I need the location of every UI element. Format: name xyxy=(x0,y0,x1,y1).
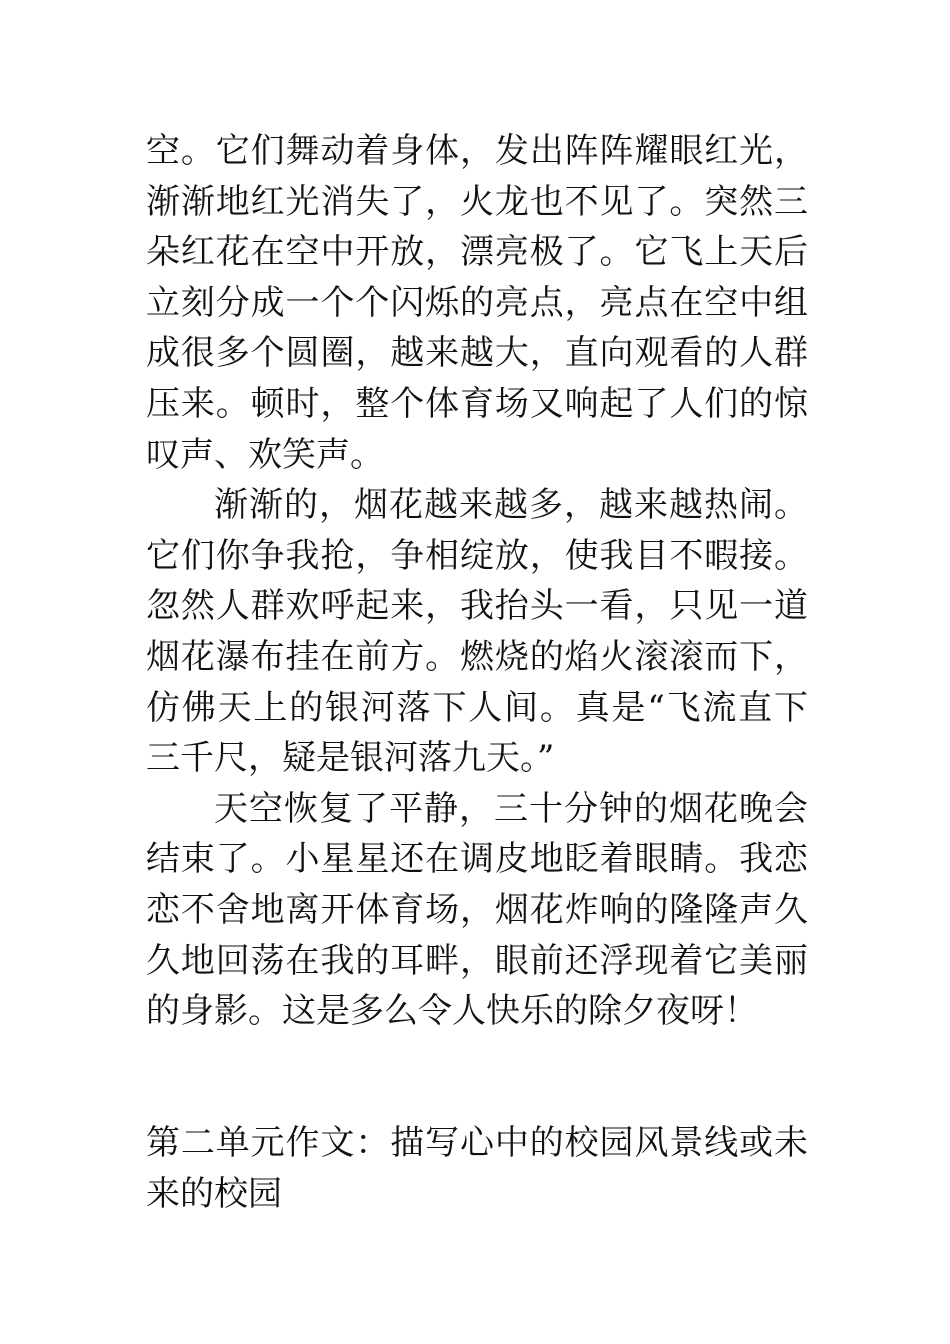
paragraph-1: 空。它们舞动着身体，发出阵阵耀眼红光，渐渐地红光消失了，火龙也不见了。突然三朵红花在空中开放，漂亮极了。它飞上天后立刻分成一个个闪烁的亮点，亮点在空中组成很多个圆圈，越来越大，直向观看的人群压来。顿时，整个体育场又响起了人们的惊叹声、欢笑声。 xyxy=(146,131,808,475)
essay-body xyxy=(146,126,808,1037)
section-heading: 第二单元作文：描写心中的校园风景线或未来的校园 xyxy=(146,1123,808,1214)
paragraph-2: 渐渐的，烟花越来越多，越来越热闹。它们你争我抢，争相绽放，使我目不暇接。忽然人群欢呼起来，我抬头一看，只见一道烟花瀑布挂在前方。燃烧的焰火滚滚而下，仿佛天上的银河落下人间。真是“飞流直下三千尺，疑是银河落九天。” xyxy=(146,485,808,779)
paragraph-3: 天空恢复了平静，三十分钟的烟花晚会结束了。小星星还在调皮地眨着眼睛。我恋恋不舍地离开体育场，烟花炸响的隆隆声久久地回荡在我的耳畔，眼前还浮现着它美丽的身影。这是多么令人快乐的除夕夜呀！ xyxy=(146,788,808,1032)
